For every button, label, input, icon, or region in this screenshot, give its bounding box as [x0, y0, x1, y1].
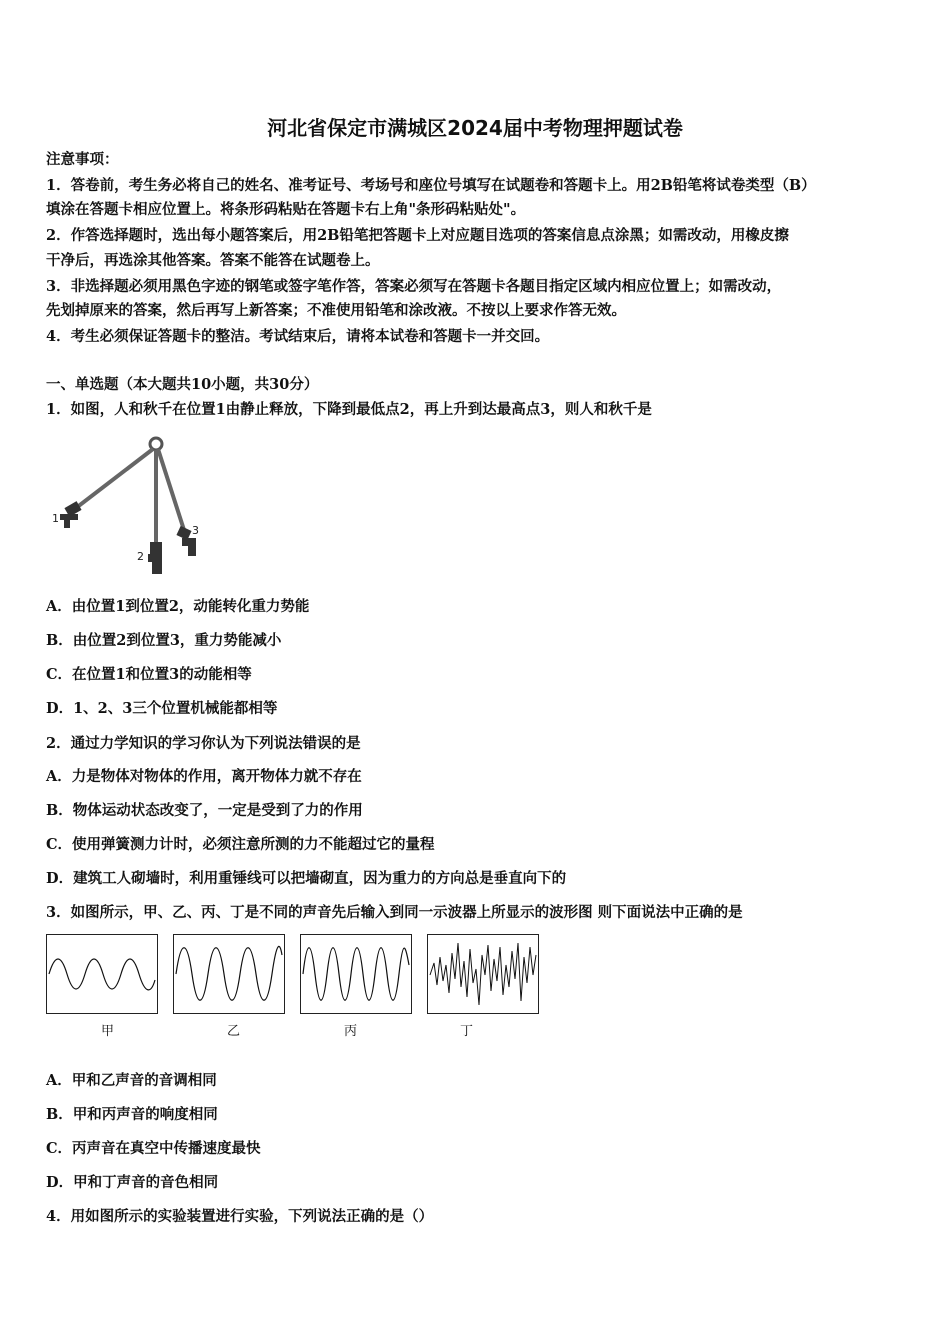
wave-box-ding — [427, 934, 539, 1014]
q1-option-b: B．由位置2到位置3，重力势能减小 — [46, 632, 282, 649]
position-label-2: 2 — [137, 550, 144, 563]
position-label-3: 3 — [192, 524, 199, 537]
waveform-ding — [428, 935, 538, 1013]
q3-option-a: A．甲和乙声音的音调相同 — [46, 1072, 217, 1089]
q3-option-b: B．甲和丙声音的响度相同 — [46, 1106, 218, 1123]
q1-option-d: D．1、2、3三个位置机械能都相等 — [46, 700, 278, 717]
wave-label-bing: 丙 — [344, 1024, 358, 1039]
notice-line: 先划掉原来的答案，然后再写上新答案；不准使用铅笔和涂改液。不按以上要求作答无效。 — [46, 302, 626, 319]
rope-3 — [158, 449, 184, 530]
q2-option-d: D．建筑工人砌墙时，利用重锤线可以把墙砌直，因为重力的方向总是垂直向下的 — [46, 870, 567, 887]
q3-option-c: C．丙声音在真空中传播速度最快 — [46, 1140, 261, 1157]
q3-stem: 3．如图所示，甲、乙、丙、丁是不同的声音先后输入到同一示波器上所显示的波形图 则下面说法中正确的是 — [46, 904, 743, 921]
waveform-jia — [47, 935, 157, 1013]
q2-stem: 2．通过力学知识的学习你认为下列说法错误的是 — [46, 735, 361, 752]
waveform-bing — [301, 935, 411, 1013]
q2-option-c: C．使用弹簧测力计时，必须注意所测的力不能超过它的量程 — [46, 836, 435, 853]
notice-line: 干净后，再选涂其他答案。答案不能答在试题卷上。 — [46, 252, 380, 269]
wave-label-ding: 丁 — [460, 1024, 474, 1039]
rope-1 — [76, 449, 153, 508]
q3-option-d: D．甲和丁声音的音色相同 — [46, 1174, 219, 1191]
wave-box-bing — [300, 934, 412, 1014]
q2-option-b: B．物体运动状态改变了，一定是受到了力的作用 — [46, 802, 363, 819]
notice-line: 3．非选择题必须用黑色字迹的钢笔或签字笔作答，答案必须写在答题卡各题目指定区域内相应位置上；如需改动， — [46, 278, 782, 295]
person-1 — [60, 501, 82, 528]
q1-stem: 1．如图，人和秋千在位置1由静止释放，下降到最低点2，再上升到达最高点3，则人和秋千是 — [46, 401, 652, 418]
notice-line: 4．考生必须保证答题卡的整洁。考试结束后，请将本试卷和答题卡一并交回。 — [46, 328, 550, 345]
notice-line: 2．作答选择题时，选出每小题答案后，用2B铅笔把答题卡上对应题目选项的答案信息点涂黑；如需改动，用橡皮擦 — [46, 227, 789, 244]
q2-option-a: A．力是物体对物体的作用，离开物体力就不存在 — [46, 768, 362, 785]
wave-box-yi — [173, 934, 285, 1014]
notice-line: 填涂在答题卡相应位置上。将条形码粘贴在答题卡右上角"条形码粘贴处"。 — [46, 201, 526, 218]
wave-label-yi: 乙 — [227, 1024, 241, 1039]
q1-option-a: A．由位置1到位置2，动能转化重力势能 — [46, 598, 310, 615]
wave-label-jia: 甲 — [101, 1024, 115, 1039]
exam-title: 河北省保定市满城区2024届中考物理押题试卷 — [267, 116, 683, 140]
person-2 — [148, 542, 162, 574]
notice-line: 1．答卷前，考生务必将自己的姓名、准考证号、考场号和座位号填写在试题卷和答题卡上。用2B铅笔将试卷类型（B） — [46, 177, 816, 194]
position-label-1: 1 — [52, 512, 59, 525]
wave-box-jia — [46, 934, 158, 1014]
waveform-yi — [174, 935, 284, 1013]
section-heading: 一、单选题（本大题共10小题，共30分） — [46, 376, 319, 393]
q4-stem: 4．用如图所示的实验装置进行实验，下列说法正确的是（） — [46, 1208, 434, 1225]
q1-option-c: C．在位置1和位置3的动能相等 — [46, 666, 252, 683]
notice-heading: 注意事项： — [46, 151, 119, 168]
swing-figure — [46, 430, 216, 585]
